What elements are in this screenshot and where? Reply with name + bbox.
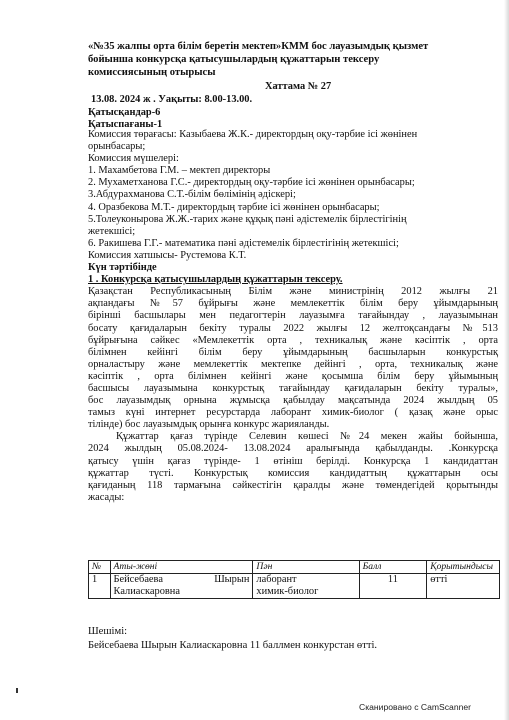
para1-line-2: ақпандағы №57 бұйрығы және мемлекеттік білім беру ұйымдарының	[88, 298, 498, 310]
results-table	[88, 560, 500, 599]
member-line-4: 4. Оразбекова М.Т.- директордың тәрбие ісі жөнінен орынбасары;	[88, 201, 380, 213]
name-given: Шырын	[214, 574, 250, 585]
protocol-number: Хаттама № 27	[265, 81, 332, 92]
results-header-row	[89, 561, 500, 574]
subject-line-1: лаборант	[256, 574, 297, 585]
document-body	[88, 129, 498, 504]
para2-line-5: қағиданың 118 тармағына сәйкестігін қаралды және төмендегідей қорытынды	[88, 479, 498, 491]
cell-number: 1	[89, 574, 111, 599]
chair-line-2: орынбасары;	[88, 141, 146, 153]
header-line-1: «№35 жалпы орта білім беретін мектеп»КММ бос лауазымдық қызмет	[88, 41, 429, 52]
decision-text: Бейсебаева Шырын Калиаскаровна 11 баллмен конкурстан өтті.	[88, 640, 378, 651]
para1-line-4: босату қағидаларын бекіту туралы 2022 жылғы 12 желтоқсандағы №513	[88, 322, 498, 334]
scan-speck	[16, 688, 18, 693]
subject-line-2: химик-биолог	[256, 586, 319, 597]
decision-label: Шешімі:	[88, 626, 128, 637]
member-line-5: 5.Толеуконырова Ж.Ж.-тарих және құқық пәні әдістемелік бірлестігінің	[88, 213, 407, 225]
para1-line-11: тамыз күні интернет ресурстарда лаборант химик-биолог ( қазақ және орыс	[88, 407, 498, 419]
para1-line-8: кәсіптік , орта білімнен кейінгі және қосымша білім беру ұйымының	[88, 370, 498, 382]
table-row	[89, 574, 500, 599]
col-header-number: №	[89, 561, 111, 574]
secretary-line: Комиссия хатшысы- Рустемова К.Т.	[88, 249, 247, 261]
cell-score: 11	[359, 574, 427, 599]
para1-line-3: бірінші басшылары мен педагогтерін лауазымға тағайындау , лауазымынан	[88, 310, 498, 322]
col-header-result: Қорытындысы	[427, 561, 500, 574]
col-header-subject: Пән	[253, 561, 359, 574]
paragraph-documents	[88, 431, 498, 504]
document-header	[88, 40, 448, 79]
paragraph-announcement	[88, 286, 498, 431]
cell-subject	[253, 574, 359, 599]
member-line-6: жетекшісі;	[88, 225, 136, 237]
para1-line-10: бос лауазымдық орнына жұмысқа қабылдау мақсатында 2024 жылдың 05	[88, 395, 498, 407]
para1-line-9: басшысы лауазымына конкурстық тағайындау қағидаларын бекіту туралы»,	[88, 382, 498, 394]
para2-line-2: 2024 жылдың 05.08.2024- 13.08.2024 аралығында қабылданды. .Конкурсқа	[88, 443, 498, 455]
cell-name	[110, 574, 253, 599]
col-header-name: Аты-жөні	[110, 561, 253, 574]
header-line-3: комиссиясының отырысы	[88, 67, 216, 78]
para2-line-4: құжаттар түсті. Конкурстық комиссия кандидаттың құжаттарын осы	[88, 467, 498, 479]
member-line-7: 6. Ракишева Г.Г.- математика пәні әдістемелік бірлестігінің жетекшісі;	[88, 237, 399, 249]
name-first-line	[114, 574, 250, 586]
header-line-2: бойынша конкурсқа қатысушылардың құжаттарын тексеру	[88, 54, 380, 65]
member-line-2: 2. Мухаметханова Г.С.- директордың оқу-тәрбие ісі жөнінен орынбасары;	[88, 177, 415, 189]
chair-line-1: Комиссия төрағасы: Казыбаева Ж.К.- директордың оқу-тәрбие ісі жөнінен	[88, 129, 418, 140]
section-title: 1 . Конкурсқа қатысушылардың құжаттарын тексеру.	[88, 274, 343, 286]
name-surname: Бейсебаева	[113, 574, 163, 585]
para1-line-7: орналастыру және мемлекеттік мектепке дейінгі , орта, техникалық және	[88, 358, 498, 370]
absent-count: Қатыспағаны-1	[88, 119, 163, 130]
member-line-3: 3.Абдурахманова С.Т.-білім бөлімінің әдіскері;	[88, 189, 296, 201]
para1-line-5: бұйрығына сәйкес «Мемлекеттік орта , техникалық және кәсіптік , орта	[88, 334, 498, 346]
scan-edge-shadow	[504, 0, 509, 720]
para1-line-6: білімнен кейінгі білім беру ұйымдарының басшыларын конкурстық	[88, 346, 498, 358]
agenda-label: Күн тәртібінде	[88, 262, 157, 274]
cell-result: өтті	[427, 574, 500, 599]
members-label: Комиссия мүшелері:	[88, 153, 179, 165]
member-line-1: 1. Махамбетова Г.М. – мектеп директоры	[88, 165, 271, 177]
para2-line-6: жасады:	[88, 491, 125, 503]
participants-count: Қатысқандар-6	[88, 107, 161, 118]
meeting-datetime: 13.08. 2024 ж . Уақыты: 8.00-13.00.	[91, 94, 253, 105]
para2-line-1: Құжаттар қағаз түрінде Селевин көшесі №24 мекен жайы бойынша,	[116, 431, 498, 443]
para2-line-3: қатысу үшін қағаз түрінде- 1 өтініш берілді. Конкурсқа 1 кандидаттан	[88, 455, 498, 467]
para1-line-1: Қазақстан Республикасының Білім және министрінің 2012 жылғы 21	[88, 286, 498, 298]
para1-line-12: тілінде) бос лауазымдық орынға конкурс жарияланды.	[88, 419, 330, 431]
scanner-watermark: Сканировано с CamScanner	[359, 702, 472, 712]
name-patronymic: Калиаскаровна	[113, 586, 180, 597]
col-header-score: Балл	[359, 561, 427, 574]
